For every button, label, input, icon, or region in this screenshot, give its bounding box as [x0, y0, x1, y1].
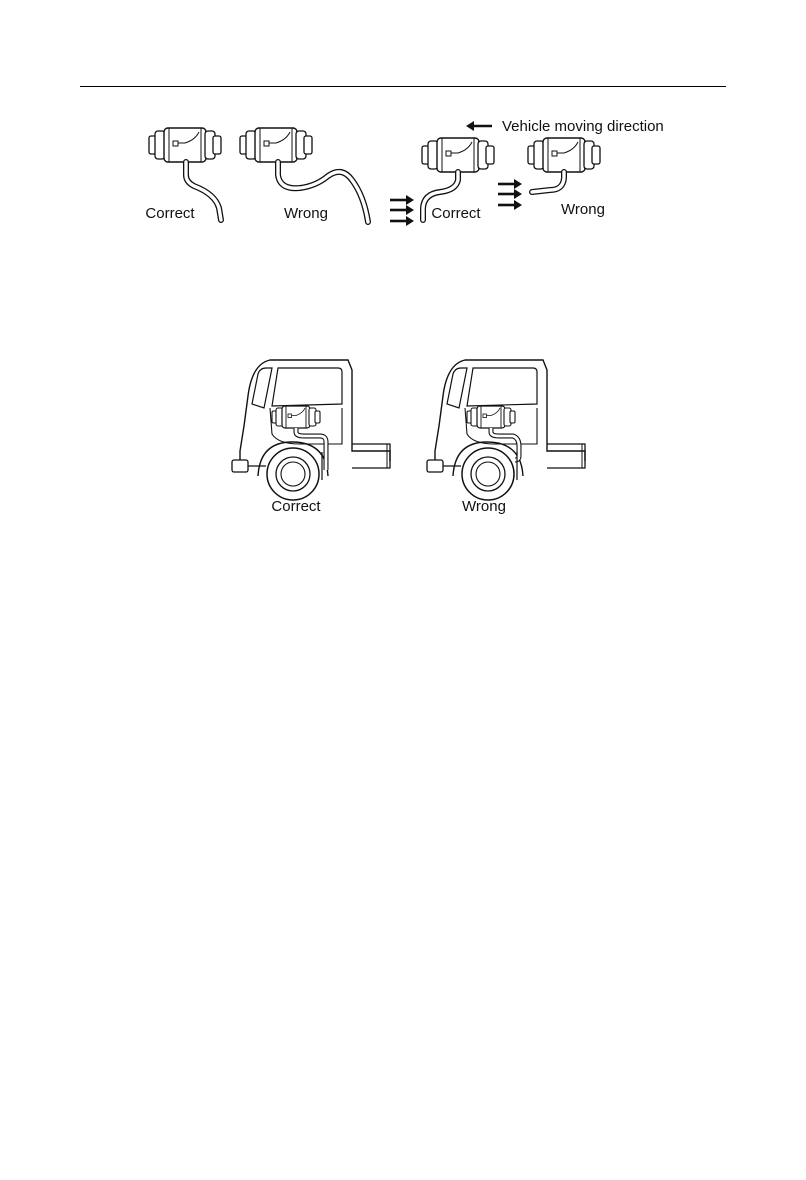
label-a-wrong: Wrong: [284, 205, 328, 222]
label-b-correct: Correct: [431, 205, 481, 222]
vehicle-direction-label: Vehicle moving direction: [502, 118, 664, 135]
truck-wrong: [427, 360, 585, 500]
airflow-arrows-1: [390, 195, 414, 226]
heater-unit-a-wrong: [240, 128, 312, 162]
truck-heater-wrong: [467, 406, 515, 428]
heater-unit-b-correct: [422, 138, 494, 172]
heater-unit-b-wrong: [528, 138, 600, 172]
truck-correct: [232, 360, 390, 500]
label-a-correct: Correct: [145, 205, 195, 222]
heater-unit-a-correct: [149, 128, 221, 162]
label-truck-wrong: Wrong: [462, 498, 506, 515]
vehicle-direction-arrow: [466, 121, 492, 131]
truck-heater-correct: [272, 406, 320, 428]
airflow-arrows-2: [498, 179, 522, 210]
label-truck-correct: Correct: [271, 498, 321, 515]
label-b-wrong: Wrong: [561, 201, 605, 218]
